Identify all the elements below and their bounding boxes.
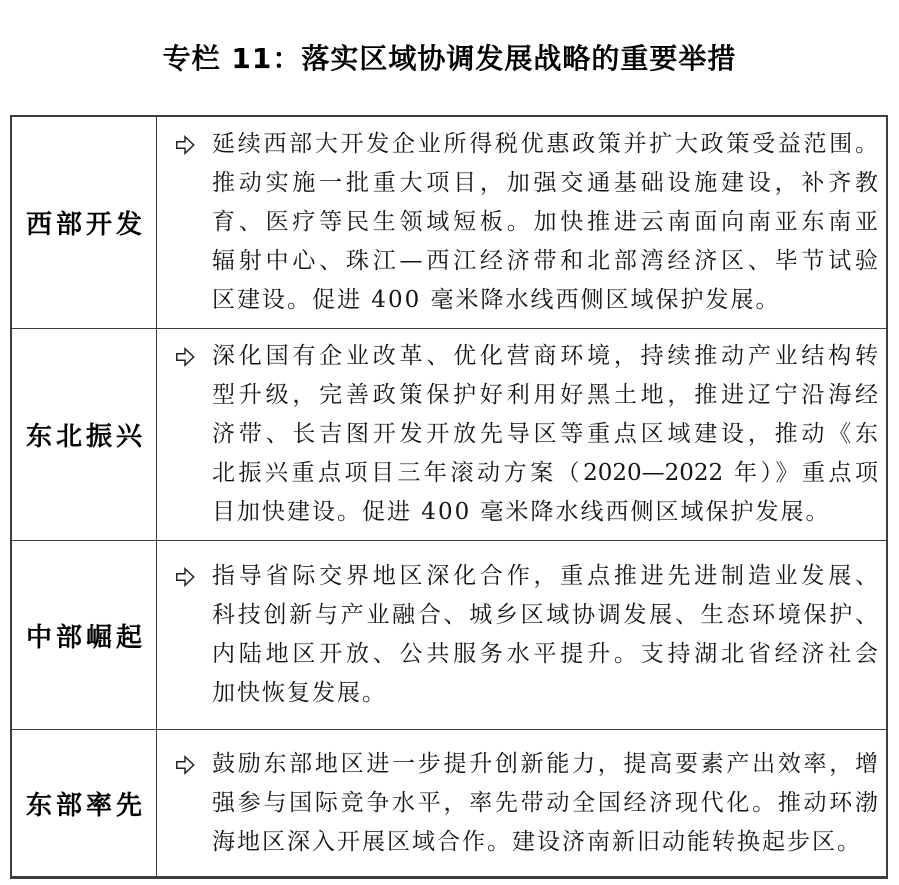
measures-cell [157, 730, 886, 876]
measures-inner [174, 557, 878, 713]
region-label: 西部开发 [12, 117, 157, 328]
measure-text-line: 强参与国际竞争水平，率先带动全国经济现代化。推动环渤 [212, 789, 878, 816]
panel-table [10, 115, 888, 879]
measure-text-line: 海地区深入开展区域合作。建设济南新旧动能转换起步区。 [212, 828, 862, 855]
table-row [12, 541, 886, 730]
measures-text [212, 557, 878, 713]
measure-text-line: 指导省际交界地区深化合作，重点推进先进制造业发展、 [212, 563, 878, 589]
arrow-bullet-icon [174, 565, 196, 589]
measure-text-line: 北振兴重点项目三年滚动方案（2020—2022 年）》重点项 [212, 460, 878, 486]
measure-text-line: 济带、长吉图开发开放先导区等重点区域建设，推动《东 [212, 421, 878, 447]
measures-inner [174, 745, 878, 862]
measures-cell [157, 329, 886, 540]
measures-inner [174, 337, 878, 532]
page-title: 专栏 11：落实区域协调发展战略的重要举措 [162, 42, 737, 75]
arrow-bullet-icon [174, 753, 196, 777]
table-row [12, 329, 886, 541]
measure-text-line: 加快恢复发展。 [212, 680, 387, 706]
measure-text-line: 延续西部大开发企业所得税优惠政策并扩大政策受益范围。 [212, 131, 878, 157]
measures-text [212, 745, 878, 862]
measure-text-line: 推动实施一批重大项目，加强交通基础设施建设，补齐教 [212, 170, 878, 196]
region-label: 东部率先 [12, 730, 157, 876]
measure-text-line: 目加快建设。促进 400 毫米降水线西侧区域保护发展。 [212, 499, 831, 525]
table-row [12, 117, 886, 329]
measures-cell [157, 541, 886, 729]
measure-text-line: 育、医疗等民生领域短板。加快推进云南面向南亚东南亚 [212, 209, 878, 235]
measure-text-line: 内陆地区开放、公共服务水平提升。支持湖北省经济社会 [212, 641, 878, 667]
measures-inner [174, 125, 878, 320]
arrow-bullet-icon [174, 133, 196, 157]
table-row [12, 730, 886, 876]
measure-text-line: 科技创新与产业融合、城乡区域协调发展、生态环境保护、 [212, 602, 878, 628]
measure-text-line: 区建设。促进 400 毫米降水线西侧区域保护发展。 [212, 287, 781, 313]
region-label: 中部崛起 [12, 541, 157, 729]
arrow-bullet-icon [174, 345, 196, 369]
measure-text-line: 型升级，完善政策保护好利用好黑土地，推进辽宁沿海经 [212, 382, 878, 408]
measure-text-line: 深化国有企业改革、优化营商环境，持续推动产业结构转 [212, 343, 878, 369]
measures-cell [157, 117, 886, 328]
measures-text [212, 125, 878, 320]
measure-text-line: 鼓励东部地区进一步提升创新能力，提高要素产出效率，增 [212, 750, 878, 777]
measures-text [212, 337, 878, 532]
region-label: 东北振兴 [12, 329, 157, 540]
measure-text-line: 辐射中心、珠江—西江经济带和北部湾经济区、毕节试验 [212, 248, 878, 274]
